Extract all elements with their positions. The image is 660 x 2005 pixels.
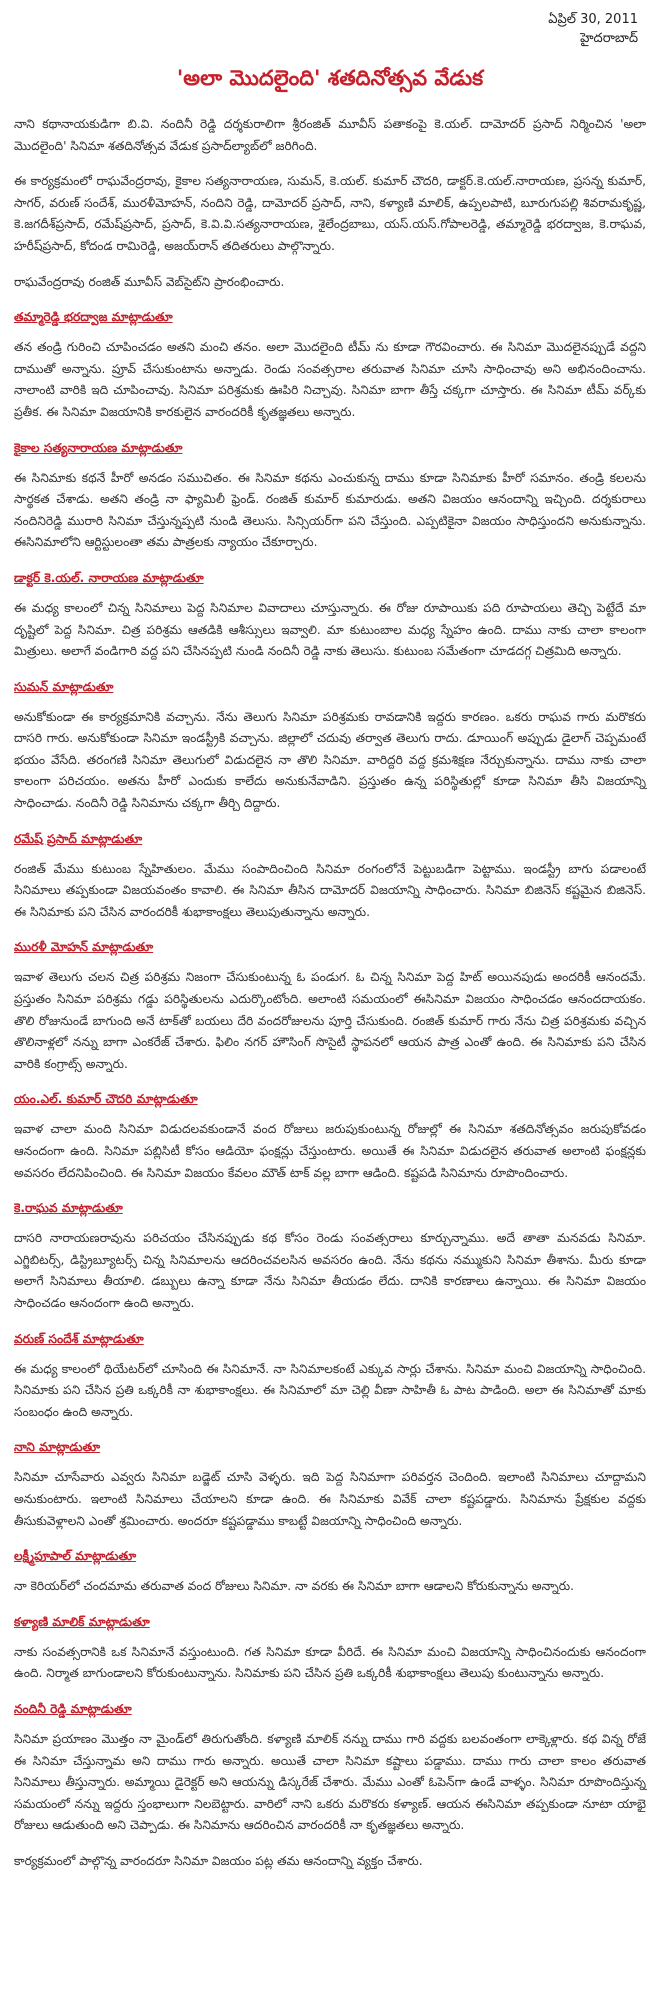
intro-paragraph: నాని కథానాయకుడిగా బి.వి. నందినీ రెడ్డి దర్శకురాలిగా శ్రీరంజిత్ మూవీస్ పతాకంపై కె.యల్. దామోదర్ ప్రసాద్ నిర్మించిన 'అలా మొదలైంది' సినిమా శతదినోత్సవ వేడుక ప్రసాద్‌ల్యాబ్‌లో జరిగింది. [14, 117, 646, 153]
speech-section [14, 1329, 646, 1424]
speech-section [14, 307, 646, 423]
speech-text: రంజిత్ మేము కుటుంబ స్నేహితులం. మేము సంపాదించింది సినిమా రంగంలోనే పెట్టుబడిగా పెట్టాము. ఇండస్ట్రీ బాగు పడాలంటే సినిమాలు తప్పకుండా విజయవంతం కావాలి. ఈ సినిమా తీసిన దామోదర్ విజయాన్ని సాధించారు. సినిమా బిజినెస్ కష్టమైన బిజినెస్. ఈ సినిమాకు పని చేసిన వారందరికీ శుభాకాంక్షలు తెలుపుతున్నాను అన్నారు. [14, 861, 646, 919]
speech-text: అనుకోకుండా ఈ కార్యక్రమానికి వచ్చాను. నేను తెలుగు సినిమా పరిశ్రమకు రావడానికి ఇద్దరు కారణం. ఒకరు రాఘవ గారు మరొకరు దాసరి గారు. అనుకోకుండా సినిమా ఇండస్ట్రీకి వచ్చాను. జిల్లాలో చదువు తర్వాత తెలుగు రాదు. డూయింగ్ అప్పుడు డైలాగ్ చెప్పమంటే భయం వేసేది. తరంగణి సినిమా తెలుగులో విడుదలైన నా తొలి సినిమా. వారిద్దరి వద్ద క్రమశిక్షణ నేర్చుకున్నాను. దాము నాకు చాలా కాలంగా పరిచయం. అతను హీరో ఎందుకు కాలేదు అనుకునేవాడిని. ప్రస్తుతం ఉన్న పరిస్థితుల్లో కూడా సినిమా తీసి విజయాన్ని సాధించాడు. నందినీ రెడ్డి సినిమాను చక్కగా తీర్చి దిద్దారు. [14, 709, 646, 811]
speech-text: ఈ సినిమాకు కథనే హీరో అనడం సముచితం. ఈ సినిమా కథను ఎంచుకున్న దాము కూడా సినిమాకు హీరో సమానం. తండ్రి కలలను సార్థకత చేశాడు. అతని తండ్రి నా ఫ్యామిలీ ఫ్రెండ్. రంజిత్ కుమార్ కుమారుడు. అతని విజయం ఆనందాన్ని ఇచ్చింది. దర్శకురాలు నందినిరెడ్డి మురారి సినిమా చేస్తున్నప్పటి నుండి తెలుసు. సిన్సియర్‌గా పని చేస్తుంది. ఎప్పటికైనా విజయం సాధిస్తుందని అనుకున్నాను. ఈసినిమాలోని ఆర్టిస్టులంతా తమ పాత్రలకు న్యాయం చేకూర్చారు. [14, 470, 646, 550]
city: హైదరాబాద్ [580, 31, 638, 46]
speech-section [14, 1612, 646, 1685]
speech-text: సినిమా చూసేవారు ఎవ్వరు సినిమా బడ్జెట్ చూసి వెళ్ళరు. ఇది పెద్ద సినిమాగా పరివర్తన చెందింది. ఇలాంటి సినిమాలు చూద్దామని అనుకుంటారు. ఇలాంటి సినిమాలు చేయాలని కూడా ఉంది. ఈ సినిమాకు వివేక్ చాలా కష్టపడ్డారు. సినిమాను ప్రేక్షకుల వద్దకు తీసుకువెళ్లాలని ఎంతో శ్రమించారు. అందరూ కష్టపడ్డాము కాబట్టే విజయాన్ని సాధించింది అన్నారు. [14, 1470, 646, 1528]
speech-text: తన తండ్రి గురించి చూపించడం అతని మంచి తనం. అలా మొదలైంది టీమ్ ను కూడా గౌరవించారు. ఈ సినిమా మొదలైనప్పుడే వద్దని దాముతో అన్నాను. ప్రూవ్ చేసుకుంటాను అన్నాడు. రెండు సంవత్సరాల తరువాత సినిమా చూసి సాధించావు అని అభినందించాను. నాలాంటి వారికి ఇది చూపించావు. సినిమా పరిశ్రమకు ఊపిరి నిచ్చావు. సినిమా బాగా తీస్తే చక్కగా చూస్తారు. ఈ సినిమా టీమ్ వర్క్‌కు ప్రతీక. ఈ సినిమా విజయానికి కారకులైన వారందరికీ కృతజ్ఞతలు అన్నారు. [14, 340, 646, 419]
speech-section [14, 829, 646, 924]
date: ఏప్రిల్ 30, 2011 [548, 12, 638, 27]
speaker-heading: రమేష్ ప్రసాద్ మాట్లాడుతూ [14, 831, 143, 846]
speech-text: ఇవాళ చాలా మంది సినిమా విడుదలవకుండానే వంద రోజులు జరుపుకుంటున్న రోజుల్లో ఈ సినిమా శతదినోత్సవం జరుపుకోవడం ఆనందంగా ఉంది. సినిమా పబ్లిసిటీ కోసం ఆడియో ఫంక్షన్లు చేస్తుంటారు. అయితే ఈ సినిమా విడుదలైన తరువాత అలాంటి ఫంక్షన్లకు అవసరం లేదనిపించింది. ఈ సినిమా విజయం కేవలం మౌత్ టాక్ వల్ల బాగా ఆడింది. కష్టపడి సినిమాను రూపొందించారు. [14, 1122, 646, 1180]
closing-paragraph: కార్యక్రమంలో పాల్గొన్న వారందరూ సినిమా విజయం పట్ల తమ ఆనందాన్ని వ్యక్తం చేశారు. [14, 1853, 423, 1868]
speech-section [14, 1198, 646, 1314]
speaker-heading: కె.రాఘవ మాట్లాడుతూ [14, 1201, 123, 1216]
speech-section [14, 1089, 646, 1184]
speaker-heading: నాని మాట్లాడుతూ [14, 1440, 101, 1455]
attendees-paragraph: ఈ కార్యక్రమంలో రాఘవేంద్రరావు, కైకాల సత్యనారాయణ, సుమన్, కె.యల్. కుమార్ చౌదరి, డాక్టర్.కె.యల్.నారాయణ, ప్రసన్న కుమార్, సాగర్, వరుణ్ సందేశ్, మురళీమోహన్, నందిని రెడ్డి, దామోదర్ ప్రసాద్, నాని, కళ్యాణి మాలిక్, ఉప్పలపాటి, బూరుగుపల్లి శివరామకృష్ణ, కె.జగదీశ్‌ప్రసాద్, రమేష్‌ప్రసాద్, ప్రసాద్, కె.వి.వి.సత్యనారాయణ, శైలేంద్రబాబు, యస్.యస్.గోపాలరెడ్డి, తమ్మారెడ్డి భరద్వాజ, కె.రాఘవ, హరీష్‌ప్రసాద్, కోదండ రామిరెడ్డి, అజయ్‌రాన్ తదితరులు పాల్గొన్నారు. [14, 174, 646, 253]
speech-section [14, 568, 646, 663]
speech-section [14, 438, 646, 554]
speech-text: సినిమా ప్రయాణం మొత్తం నా మైండ్‌లో తిరుగుతోంది. కళ్యాణి మాలిక్ నన్ను దాము గారి వద్దకు బలవంతంగా లాక్కెళ్లారు. కథ విన్న రోజే ఈ సినిమా చేస్తున్నామ అని దాము గారు అన్నారు. అయితే చాలా సినిమా కష్టాలు పడ్డాము. దాము గారు చాలా కాలం తరువాత సినిమాలు తీస్తున్నారు. అమ్మాయి డైరెక్టర్ అని ఆయన్ను డిస్కరేజ్ చేశారు. మేము ఎంతో ఓపెన్‌గా ఉండే వాళ్ళం. సినిమా రూపొందిస్తున్న సమయంలో నన్ను ఇద్దరు స్తంభాలుగా నిలబెట్టారు. వారిలో నాని ఒకరు మరొకరు కళ్యాణ్. ఆయన ఈసినిమా తప్పకుండా నూటా యాభై రోజులు ఆడుతుంది అని చెప్పాడు. ఈ సినిమాను ఆదరించిన వారందరికీ నా కృతజ్ఞతలు అన్నారు. [14, 1731, 646, 1833]
speech-text: దాసరి నారాయణరావును పరిచయం చేసినప్పుడు కథ కోసం రెండు సంవత్సరాలు కూర్చున్నాము. అదే తాతా మనవడు సినిమా. ఎగ్జిబిటర్స్, డిస్ట్రిబ్యూటర్స్ చిన్న సినిమాలను ఆదరించవలసిన అవసరం ఉంది. నేను కథను నమ్ముకుని సినిమా తీశాను. మీరు కూడా అలాగే సినిమాలు తీయాలి. డబ్బులు ఉన్నా కూడా నేను సినిమా తీయడం లేదు. దానికి కారణాలు ఉన్నాయి. ఈ సినిమా విజయం సాధించడం ఆనందంగా ఉంది అన్నారు. [14, 1231, 646, 1310]
speaker-heading: సుమన్ మాట్లాడుతూ [14, 679, 114, 694]
speech-text: ఇవాళ తెలుగు చలన చిత్ర పరిశ్రమ నిజంగా చేసుకుంటున్న ఓ పండుగ. ఓ చిన్న సినిమా పెద్ద హిట్ అయినపుడు అందరికీ ఆనందమే. ప్రస్తుతం సినిమా పరిశ్రమ గడ్డు పరిస్థితులను ఎదుర్కొంటోంది. అలాంటి సమయంలో ఈసినిమా విజయం సాధించడం ఆనందదాయకం. తొలి రోజునుండే బాగుంది అనే టాక్‌తో బయలు దేరి వందరోజులను పూర్తి చేసుకుంది. రంజిత్ కుమార్ గారు నేను చిత్ర పరిశ్రమకు వచ్చిన తొలినాళ్లలో నన్ను బాగా ఎంకరేజ్ చేశారు. ఫిలిం నగర్ హౌసింగ్ సొసైటీ స్థాపనలో ఆయన పాత్ర ఎంతో ఉంది. ఈ సినిమాకు పని చేసిన వారికి కంగ్రాట్స్ అన్నారు. [14, 970, 646, 1071]
speech-section [14, 677, 646, 815]
speaker-heading: లక్ష్మీపూపాల్ మాట్లాడుతూ [14, 1549, 137, 1564]
speaker-heading: తమ్మారెడ్డి భరద్వాజ మాట్లాడుతూ [14, 310, 173, 325]
speech-text: ఈ మధ్య కాలంలో థియేటర్‌లో చూసింది ఈ సినిమానే. నా సినిమాలకంటే ఎక్కువ సార్లు చేశాను. సినిమా మంచి విజయాన్ని సాధించింది. సినిమాకు పని చేసిన ప్రతి ఒక్కరికీ నా శుభాకాంక్షలు. ఈ సినిమాలో మా చెల్లి వీణా సాహితీ ఓ పాట పాడింది. అలా ఈ సినిమాతో మాకు సంబంధం ఉంది అన్నారు. [14, 1361, 646, 1419]
speaker-heading: యం.ఎల్. కుమార్ చౌదరి మాట్లాడుతూ [14, 1092, 198, 1107]
speech-section [14, 937, 646, 1075]
speech-text: నా కెరియర్‌లో చందమామ తరువాత వంద రోజులు సినిమా. నా వరకు ఈ సినిమా బాగా ఆడాలని కోరుకున్నాను అన్నారు. [14, 1579, 575, 1594]
website-launch-paragraph: రాఘవేంద్రరావు రంజిత్ మూవీస్ వెబ్‌సైట్‌ని ప్రారంభించారు. [14, 274, 285, 289]
speech-section [14, 1699, 646, 1837]
speech-section [14, 1437, 646, 1532]
speech-section [14, 1546, 646, 1598]
speaker-heading: కైకాల సత్యనారాయణ మాట్లాడుతూ [14, 440, 183, 455]
speech-text: నాకు సంవత్సరానికి ఒక సినిమానే వస్తుంటుంది. గత సినిమా కూడా వీరిదే. ఈ సినిమా మంచి విజయాన్ని సాధించినందుకు ఆనందంగా ఉంది. నిర్మాత బాగుండాలని కోరుకుంటున్నాను. సినిమాకు పని చేసిన ప్రతి ఒక్కరికీ శుభాకాంక్షలు తెలుపు కుంటున్నాను అన్నారు. [14, 1644, 646, 1681]
speaker-heading: మురళీ మోహన్ మాట్లాడుతూ [14, 940, 154, 955]
speech-text: ఈ మధ్య కాలంలో చిన్న సినిమాలు పెద్ద సినిమాల వివాదాలు చూస్తున్నారు. ఈ రోజు రూపాయికు పది రూపాయలు తెచ్చి పెట్టేదే మా దృష్టిలో పెద్ద సినిమా. చిత్ర పరిశ్రమ ఆతడికి ఆశీస్సులు ఇవ్వాలి. మా కుటుంబాల మధ్య స్నేహం ఉంది. దాము నాకు చాలా కాలంగా మిత్రులు. అలాగే వండిగారి వద్ద పని చేసినప్పటి నుండి నందినీ రెడ్డి నాకు తెలుసు. కుటుంబ సమేతంగా చూడదగ్గ చిత్రమిది అన్నారు. [14, 600, 646, 659]
page-title: 'అలా మొదలైంది' శతదినోత్సవ వేడుక [176, 66, 484, 90]
speaker-heading: వరుణ్ సందేశ్ మాట్లాడుతూ [14, 1331, 144, 1346]
speaker-heading: నందినీ రెడ్డి మాట్లాడుతూ [14, 1701, 132, 1716]
speaker-heading: కళ్యాణి మాలిక్ మాట్లాడుతూ [14, 1614, 150, 1629]
speaker-heading: డాక్టర్ కె.యల్. నారాయణ మాట్లాడుతూ [14, 570, 204, 585]
